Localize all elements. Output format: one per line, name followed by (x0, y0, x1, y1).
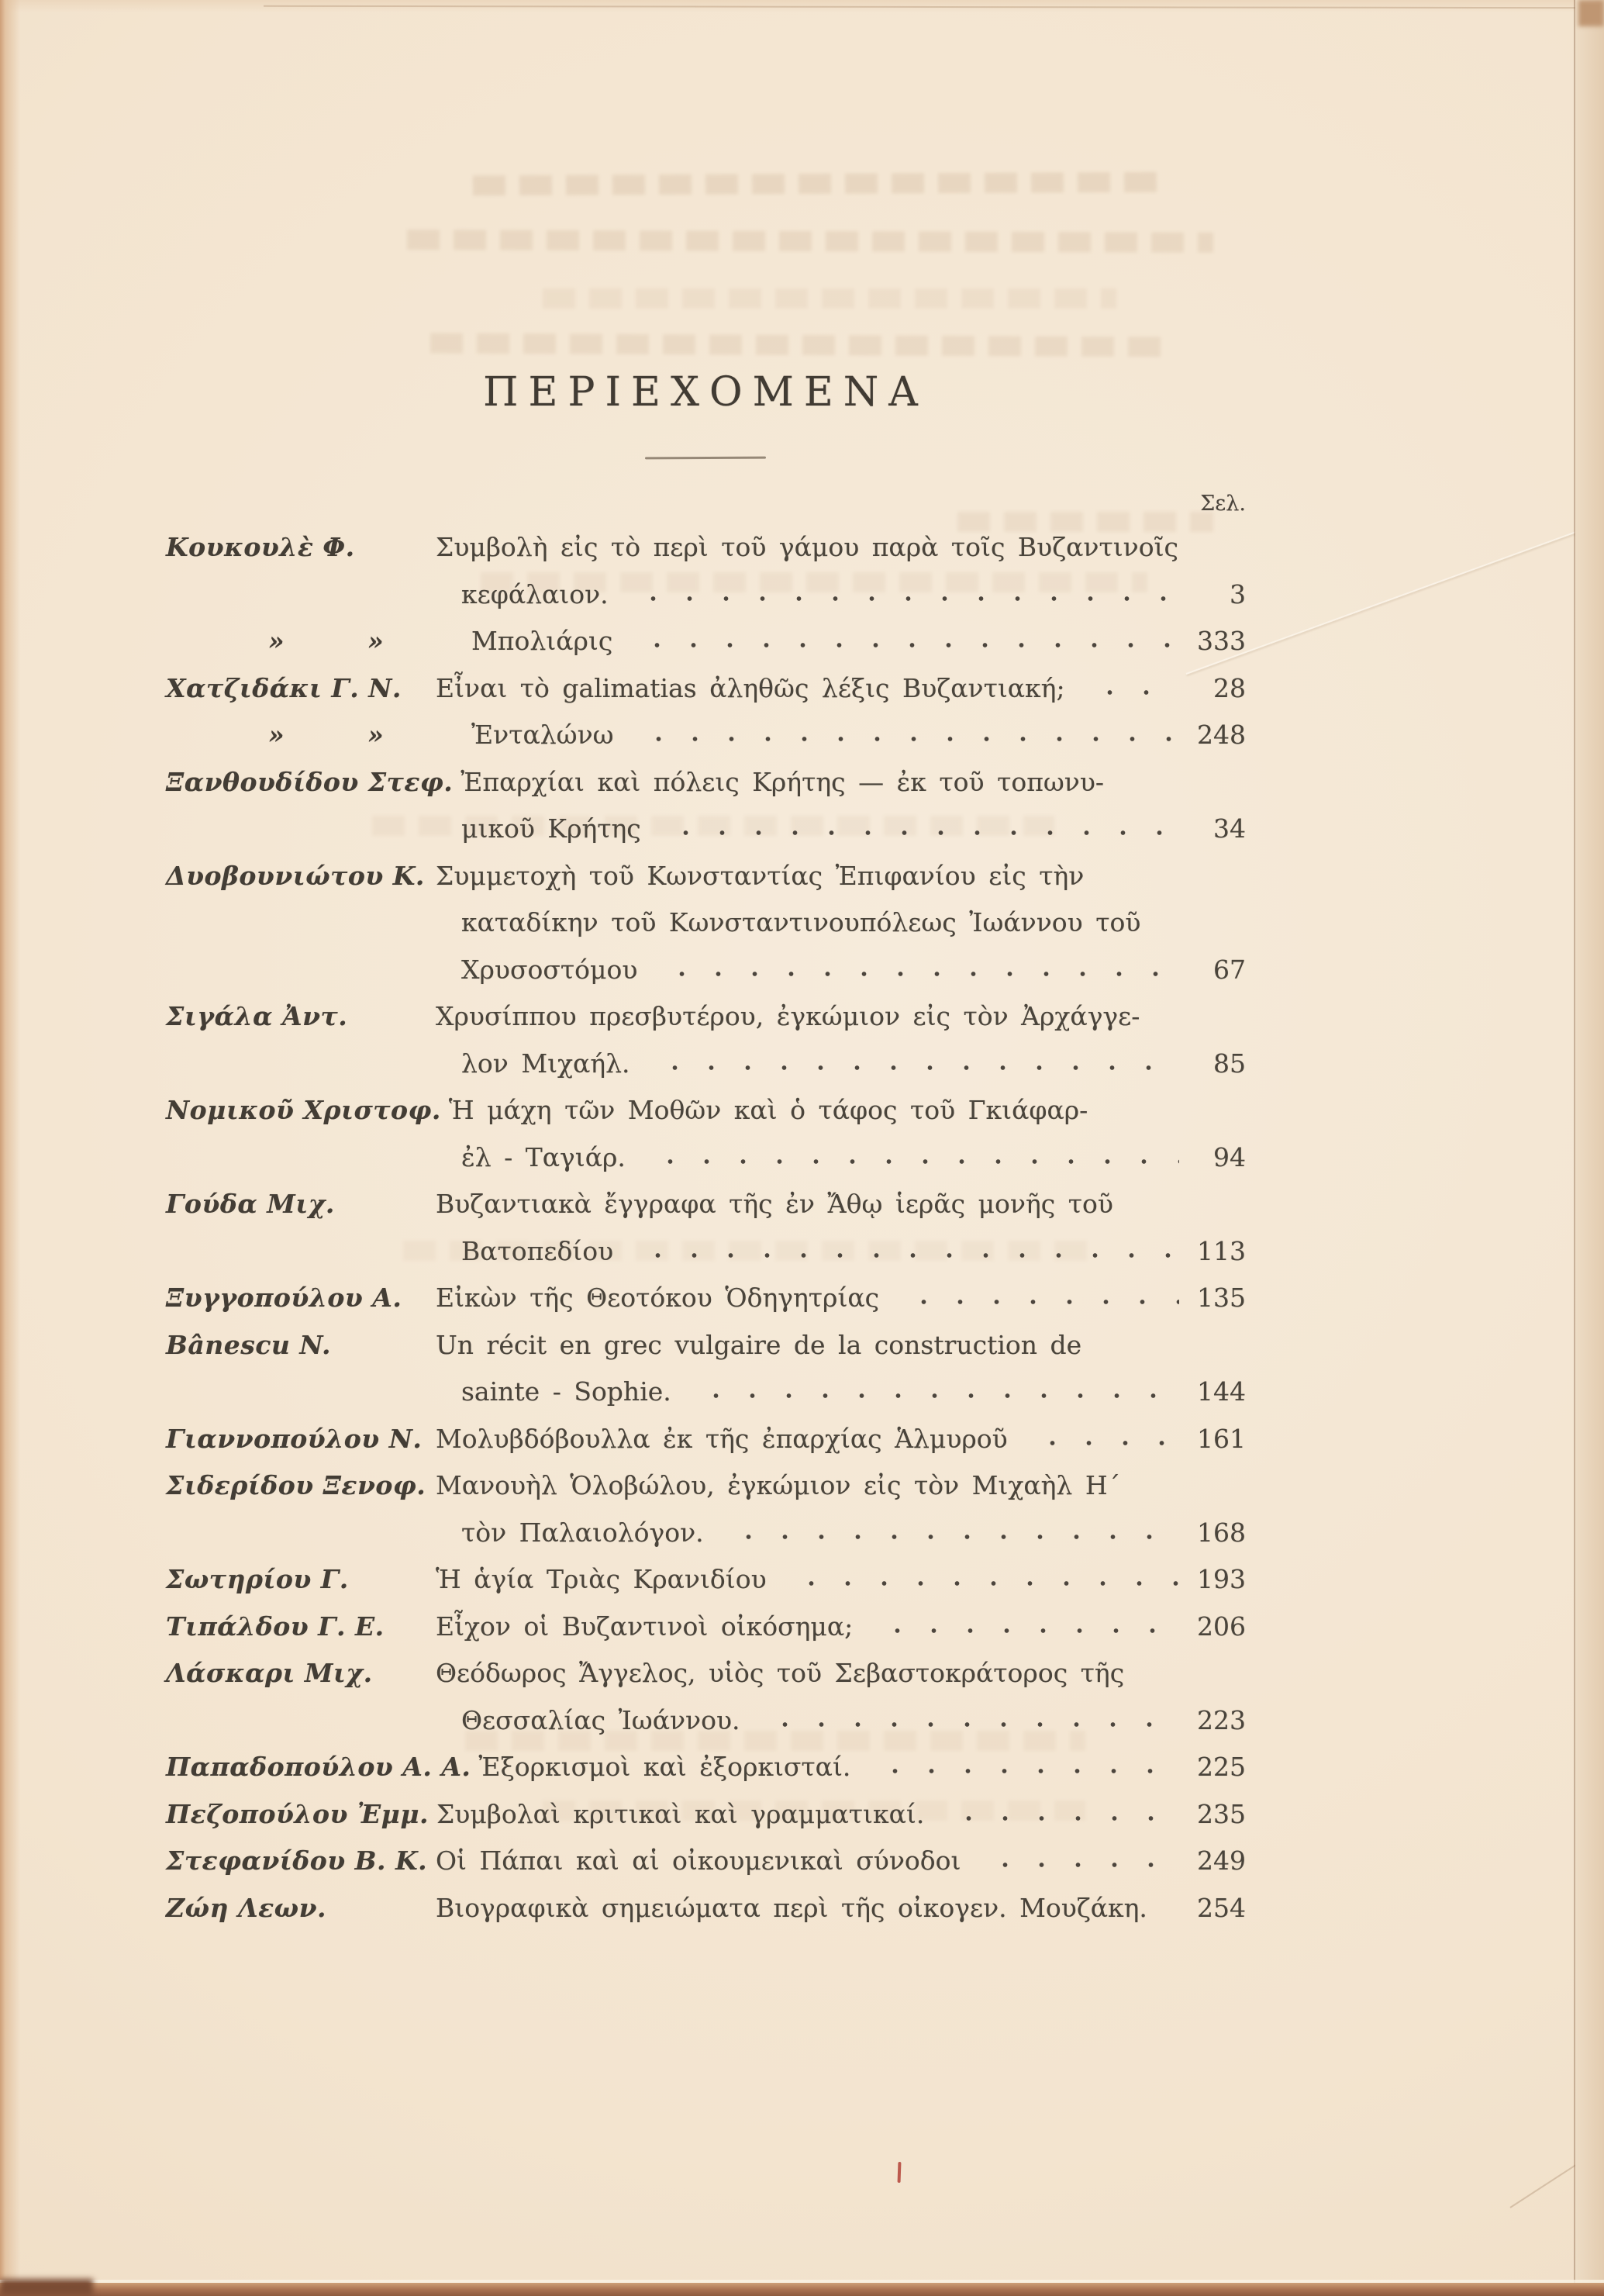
entry-title-line: μικοῦ Κρήτης (461, 813, 641, 844)
toc-entry (166, 1462, 1246, 1556)
title-rule-ornament (645, 457, 766, 460)
entry-title-line: Συμβολὴ εἰς τὸ περὶ τοῦ γάμου παρὰ τοῖς Βυζαντινοῖς (436, 532, 1179, 562)
page-column-header: Σελ. (1200, 492, 1246, 516)
page-number: 113 (1197, 1235, 1246, 1266)
author-name: Γιαννοπούλου Ν. (166, 1423, 423, 1454)
toc-line (166, 1697, 1246, 1745)
page-number: 254 (1197, 1892, 1246, 1923)
page-number: 67 (1213, 954, 1246, 985)
toc-line (166, 712, 1246, 759)
toc-entry (166, 1087, 1246, 1181)
ditto-marks: » » (268, 626, 385, 656)
toc-line (166, 1462, 1246, 1510)
entry-title-line: Χρυσίππου πρεσβυτέρου, ἐγκώμιον εἰς τὸν Ἀρχάγγε- (436, 1001, 1140, 1031)
toc-entry (166, 759, 1246, 853)
toc-line (166, 993, 1246, 1041)
author-name: Δυοβουνιώτου Κ. (166, 860, 425, 891)
toc-entry (166, 1650, 1246, 1744)
entry-title-line: Ἡ μάχη τῶν Μοθῶν καὶ ὁ τάφος τοῦ Γκιάφαρ- (448, 1095, 1088, 1125)
page-number: 223 (1197, 1704, 1246, 1735)
toc-entry (166, 618, 1246, 665)
entry-title-line: Βυζαντιακὰ ἔγγραφα τῆς ἐν Ἄθῳ ἱερᾶς μονῆς τοῦ (436, 1189, 1113, 1219)
toc-line (166, 1510, 1246, 1557)
page-number: 193 (1197, 1564, 1246, 1594)
author-name: Σωτηρίου Γ. (166, 1564, 349, 1594)
page-edge-left (0, 0, 20, 2296)
page-number: 235 (1197, 1798, 1246, 1829)
toc-line (166, 1275, 1246, 1322)
page-number: 333 (1197, 626, 1246, 656)
toc-line (166, 1416, 1246, 1463)
page-number: 144 (1197, 1376, 1246, 1407)
author-name: Σιγάλα Ἀντ. (166, 1001, 348, 1031)
entry-title-line: Βατοπεδίου (461, 1235, 614, 1266)
toc-entry (166, 1181, 1246, 1275)
toc-line (166, 853, 1246, 900)
toc-line (166, 1744, 1246, 1791)
toc-line (166, 1228, 1246, 1276)
entry-title-line: Ἐνταλώνω (471, 720, 614, 750)
dot-leader (646, 1157, 1179, 1166)
page-edge-right (1575, 0, 1604, 2296)
page-number: 85 (1213, 1048, 1246, 1079)
ditto-marks: » » (268, 720, 385, 750)
author-name: Νομικοῦ Χριστοφ. (166, 1095, 441, 1125)
entry-title-line: Μολυβδόβουλλα ἐκ τῆς ἐπαρχίας Ἁλμυροῦ (436, 1423, 1008, 1454)
toc-line (166, 1650, 1246, 1697)
dot-leader (1085, 688, 1179, 697)
entry-title-line: Θεόδωρος Ἄγγελος, υἱὸς τοῦ Σεβαστοκράτορος τῆς (436, 1658, 1125, 1688)
page-number: 94 (1213, 1141, 1246, 1172)
toc-entry (166, 1416, 1246, 1463)
author-name: Λάσκαρι Μιχ. (166, 1658, 373, 1688)
bleedthrough-ghost-line (407, 230, 1213, 253)
entry-title-line: Εἶναι τὸ galimatias ἀληθῶς λέξις Βυζαντιακή; (436, 672, 1065, 703)
toc-entry (166, 1604, 1246, 1651)
toc-entry (166, 1275, 1246, 1322)
dot-leader (981, 1860, 1179, 1870)
entry-title-line: Εἰκὼν τῆς Θεοτόκου Ὁδηγητρίας (436, 1283, 880, 1313)
dot-leader (650, 1063, 1179, 1072)
paper-crease (1186, 525, 1595, 675)
dot-leader (873, 1626, 1179, 1635)
dot-leader (657, 969, 1179, 979)
toc-entry (166, 1322, 1246, 1416)
toc-entry (166, 1885, 1246, 1932)
entry-title-line: καταδίκην τοῦ Κωνσταντινουπόλεως Ἰωάννου τοῦ (461, 907, 1141, 937)
page-title: ΠΕΡΙΕΧΟΜΕΝΑ (483, 369, 928, 416)
bleedthrough-ghost-line (543, 288, 1116, 309)
bleedthrough-ghost-line (430, 333, 1167, 357)
dot-leader (692, 1391, 1179, 1400)
dot-leader (724, 1532, 1179, 1542)
dot-leader (634, 734, 1179, 744)
dot-leader (633, 1251, 1179, 1260)
toc-line (166, 1556, 1246, 1604)
dot-leader (787, 1579, 1179, 1588)
toc-line (166, 1087, 1246, 1134)
author-name: Κουκουλὲ Φ. (166, 532, 355, 562)
dot-leader (1028, 1438, 1179, 1448)
page-number: 168 (1197, 1517, 1246, 1548)
toc-line (166, 1604, 1246, 1651)
red-pen-mark (898, 2162, 902, 2183)
toc-entry (166, 1838, 1246, 1885)
author-name: Παπαδοπούλου Α. Α. (166, 1752, 471, 1782)
entry-title-line: λον Μιχαήλ. (461, 1048, 630, 1079)
toc-line (166, 1369, 1246, 1416)
entry-title-line: Ἡ ἁγία Τριὰς Κρανιδίου (436, 1564, 767, 1594)
author-name: Χατζιδάκι Γ. Ν. (166, 672, 402, 703)
dot-leader (944, 1814, 1179, 1823)
author-name: Πεζοπούλου Ἐμμ. (166, 1798, 429, 1829)
toc-line (166, 618, 1246, 665)
toc-entry (166, 712, 1246, 759)
book-edge-bottom-corner (0, 2279, 93, 2296)
page-number: 28 (1213, 672, 1246, 703)
entry-title-line: Συμβολαὶ κριτικαὶ καὶ γραμματικαί. (436, 1798, 925, 1829)
author-name: Τιπάλδου Γ. Ε. (166, 1611, 385, 1642)
entry-title-line: Θεσσαλίας Ἰωάννου. (461, 1704, 740, 1735)
book-edge-bottom (0, 2283, 1604, 2296)
page-number: 3 (1230, 578, 1246, 609)
entry-title-line: Ἐξορκισμοὶ καὶ ἐξορκισταί. (478, 1752, 851, 1782)
toc-line (166, 806, 1246, 853)
entry-title-line: Μανουὴλ Ὁλοβώλου, ἐγκώμιον εἰς τὸν Μιχαὴλ Η΄ (436, 1470, 1121, 1500)
toc-line (166, 524, 1246, 571)
entry-title-line: τὸν Παλαιολόγον. (461, 1517, 704, 1548)
page-number: 34 (1213, 813, 1246, 844)
page-edge-right-line (1574, 0, 1575, 2296)
dot-leader (761, 1720, 1179, 1729)
author-name: Bânescu N. (166, 1329, 331, 1360)
entry-title-line: ἐλ - Ταγιάρ. (461, 1141, 626, 1172)
toc-line (166, 899, 1246, 947)
entry-title-line: Εἶχον οἱ Βυζαντινοὶ οἰκόσημα; (436, 1611, 854, 1642)
toc-line (166, 1041, 1246, 1088)
toc-entry (166, 853, 1246, 994)
page-number: 161 (1197, 1423, 1246, 1454)
entry-title-line: Βιογραφικὰ σημειώματα περὶ τῆς οἰκογεν. Μουζάκη. (436, 1892, 1147, 1923)
toc-line (166, 1322, 1246, 1369)
cover-corner-peek (1578, 0, 1604, 26)
toc-line (166, 571, 1246, 619)
entry-title-line: Συμμετοχὴ τοῦ Κωνσταντίας Ἐπιφανίου εἰς τὴν (436, 860, 1085, 891)
toc-entry (166, 665, 1246, 713)
author-name: Ξυγγοπούλου Α. (166, 1283, 402, 1313)
page-number: 248 (1197, 720, 1246, 750)
toc-entry (166, 1744, 1246, 1791)
toc-line (166, 1181, 1246, 1228)
table-of-contents (166, 524, 1246, 1932)
entry-title-line: Un récit en grec vulgaire de la construction de (436, 1329, 1082, 1360)
entry-title-line: Ἐπαρχίαι καὶ πόλεις Κρήτης — ἐκ τοῦ τοπωνυ- (461, 766, 1105, 797)
author-name: Γούδα Μιχ. (166, 1189, 335, 1219)
toc-line (166, 665, 1246, 713)
page-number: 206 (1197, 1611, 1246, 1642)
entry-title-line: Μπολιάρις (471, 626, 613, 656)
author-name: Ζώη Λεων. (166, 1892, 326, 1923)
page-number: 249 (1197, 1845, 1246, 1876)
toc-entry (166, 1556, 1246, 1604)
page-number: 135 (1197, 1283, 1246, 1313)
toc-entry (166, 1791, 1246, 1839)
dot-leader (871, 1766, 1179, 1776)
toc-line (166, 947, 1246, 994)
toc-line (166, 1885, 1246, 1932)
dot-leader (899, 1297, 1179, 1307)
entry-title-line: Οἱ Πάπαι καὶ αἱ οἰκουμενικαὶ σύνοδοι (436, 1845, 961, 1876)
author-name: Ξανθουδίδου Στεφ. (166, 766, 454, 797)
entry-title-line: κεφάλαιον. (461, 578, 609, 609)
entry-title-line: sainte - Sophie. (461, 1376, 671, 1407)
bleedthrough-ghost-line (473, 172, 1171, 196)
author-name: Σιδερίδου Ξενοφ. (166, 1470, 426, 1500)
dot-leader (661, 828, 1179, 837)
toc-line (166, 759, 1246, 806)
dot-leader (629, 594, 1179, 603)
toc-line (166, 1838, 1246, 1885)
page-number: 225 (1197, 1752, 1246, 1782)
toc-entry (166, 524, 1246, 618)
dot-leader (1168, 1908, 1179, 1917)
entry-title-line: Χρυσοστόμου (461, 954, 638, 985)
toc-entry (166, 993, 1246, 1087)
toc-line (166, 1791, 1246, 1839)
toc-line (166, 1134, 1246, 1182)
author-name: Στεφανίδου Β. Κ. (166, 1845, 428, 1876)
dot-leader (633, 640, 1179, 650)
